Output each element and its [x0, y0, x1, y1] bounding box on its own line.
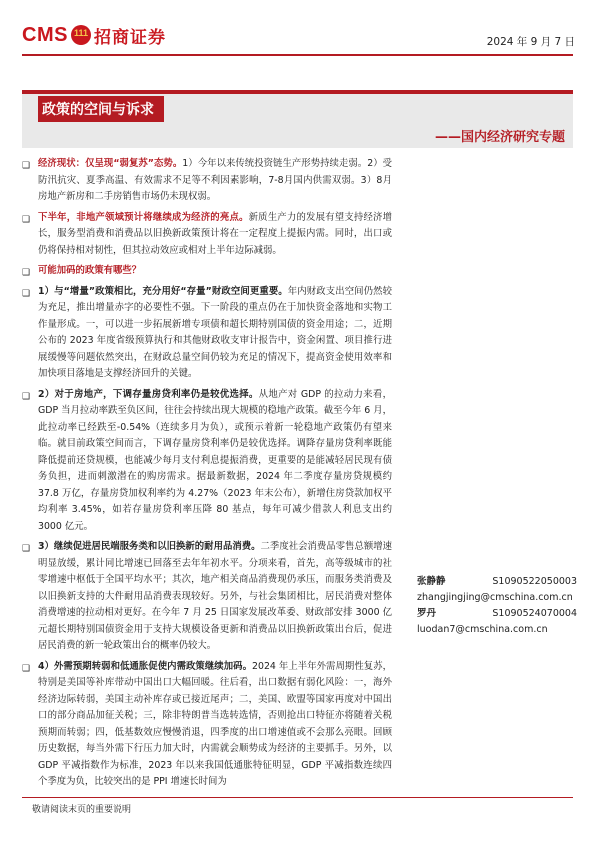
analyst-row [417, 574, 577, 590]
analyst-name: 张静静 [417, 576, 446, 587]
bullet-icon: ❑ [22, 663, 31, 674]
paragraph-lead: 3）继续促进居民端服务类和以旧换新的耐用品消费。 [38, 541, 261, 552]
analyst-email[interactable]: zhangjingjing@cmschina.com.cn [417, 592, 573, 603]
logo-latin: CMS [22, 23, 68, 46]
title-banner [22, 90, 573, 148]
paragraph-body: 从地产对 GDP 的拉动力来看，GDP 当月拉动率跌至负区间，往往会持续出现大规模的稳地产政策。截至今年 6 月，此拉动率已经跌至-0.54%（连续多月为负），或预示着新一轮稳地产政策仍有望来临。就目前政策空间而言，下调存量房贷利率仍是较优选择。调降存量房贷利率既能降低提前还贷规模，也能减少每月支付利息提振消费，更重要的是能减轻居民现有债务负担，进而刺激潜在的购房需求。据最新数据，2024 年二季度存量房贷规模约 37.8 万亿，存量房贷加权利率约为 4.27%（2023 年末公布），新增住房贷款加权平均利率 3.45%，如若存量房贷利率压降 80 基点，每年可减少借款人利息支出约 3000 亿元。 [38, 388, 392, 532]
summary-paragraph [22, 210, 392, 260]
analyst-info [417, 574, 577, 638]
paragraph-lead: 可能加码的政策有哪些？ [38, 265, 142, 276]
analyst-cert: S1090524070004 [492, 608, 577, 619]
paragraph-body: 1）今年以来传统投资链生产形势持续走弱。2）受防汛抗灾、夏季高温、有效需求不足等不利因素影响，7-8月国内供需双弱。3）8月房地产新房和二手房销售市场仍未现权弱。 [38, 158, 393, 202]
paragraph-lead: 经济现状：仅呈现“弱复苏”态势。 [38, 158, 183, 169]
paragraph-lead: 2）对于房地产，下调存量房贷利率仍是较优选择。 [38, 388, 259, 400]
paragraph-lead: 1）与“增量”政策相比，充分用好“存量”财政空间更重要。 [38, 285, 288, 297]
summary-paragraph [22, 659, 392, 791]
bullet-icon: ❑ [22, 214, 31, 225]
summary-paragraph [22, 156, 393, 206]
banner-accent-bar [22, 90, 573, 94]
bullet-icon: ❑ [22, 288, 31, 299]
paragraph-body: 2024 年上半年外需周期性复苏，特别是美国等补库带动中国出口大幅回暖。往后看，出口数据有弱化风险：一，海外经济边际转弱，美国主动补库存或已接近尾声；二，美国、欧盟等国家再度对中国出口的部分商品加征关税；三，除非特朗普当选转选情，否则抢出口特征亦将随着关税预期而转弱；四，低基数效应慢慢消退，四季度的出口增速值或不会那么亮眼。回顾历史数据，每当外需下行压力加大时，内需就会顺势成为经济的主要抓手。另外，以 GDP 平减指数作为标准，2023 年以来我国低通胀特征明显，GDP 平减指数连续四个季度为负，比较突出的是 PPI 增速长时间为 [38, 660, 392, 787]
report-date: 2024 年 9 月 7 日 [486, 36, 575, 48]
summary-paragraph [22, 284, 392, 383]
paragraph-lead: 下半年，非地产领域预计将继续成为经济的亮点。 [38, 211, 249, 223]
logo-emblem-icon [71, 25, 91, 45]
logo-emblem-text: 111 [73, 28, 88, 38]
bullet-icon: ❑ [22, 268, 31, 278]
analyst-email[interactable]: luodan7@cmschina.com.cn [417, 624, 548, 635]
header-divider [22, 54, 573, 56]
company-logo [22, 22, 166, 48]
paragraph-body: 新质生产力的发展有望支持经济增长，服务型消费和消费品以旧换新政策预计将在一定程度上提振内需。同时，出口或仍将保持相对韧性，但其拉动效应或相对上半年边际减弱。 [38, 211, 392, 256]
footer-divider [22, 797, 573, 798]
paragraph-lead: 4）外需预期转弱和低通胀促使内需政策继续加码。 [38, 660, 253, 672]
summary-body [22, 156, 393, 795]
paragraph-body: 年内财政支出空间仍然较为充足，推出增量赤字的必要性不强。下一阶段的重点仍在于加快资金落地和实物工作量形成。一，可以进一步拓展新增专项债和超长期特别国债的资金用途；二，近期公布的 2023 年度省级预算执行和其他财政收支审计报告中，资金闲置、项目推行进展缓慢等问题依然突出，在财政总量空间仍较为充足的情况下，提高资金使用效率和加快项目落地是支撑经济回升的关键。 [38, 285, 392, 379]
bullet-icon: ❑ [22, 544, 31, 554]
bullet-icon: ❑ [22, 391, 31, 402]
bullet-icon: ❑ [22, 161, 31, 171]
report-subtitle: ——国内经济研究专题 [434, 130, 565, 145]
logo-cn: 招商证券 [93, 27, 166, 48]
report-title: 政策的空间与诉求 [38, 96, 164, 122]
summary-paragraph [22, 387, 392, 536]
footer-disclaimer: 敬请阅读末页的重要说明 [32, 805, 132, 815]
summary-paragraph [22, 539, 392, 655]
analyst-name: 罗丹 [417, 608, 437, 619]
analyst-row [417, 606, 577, 622]
summary-paragraph [22, 263, 392, 280]
paragraph-body: 二季度社会消费品零售总额增速明显放缓，累计同比增速已回落至去年年初水平。分项来看，首先，高等级城市的社零增速中枢低于全国平均水平；其次，地产相关商品消费现仍承压，而服务类消费及以旧换新支持的大件耐用品消费表现较好。另外，与社会集团相比，居民消费对整体消费增速的拉动相对更好。在今年 7 月 25 日国家发展改革委、财政部安排 3000 亿元超长期特别国债资金用于支持大规模设备更新和消费品以旧换新政策出台后，促进居民消费的新一轮政策出台的概率仍较大。 [38, 541, 392, 651]
analyst-cert: S1090522050003 [492, 576, 577, 587]
